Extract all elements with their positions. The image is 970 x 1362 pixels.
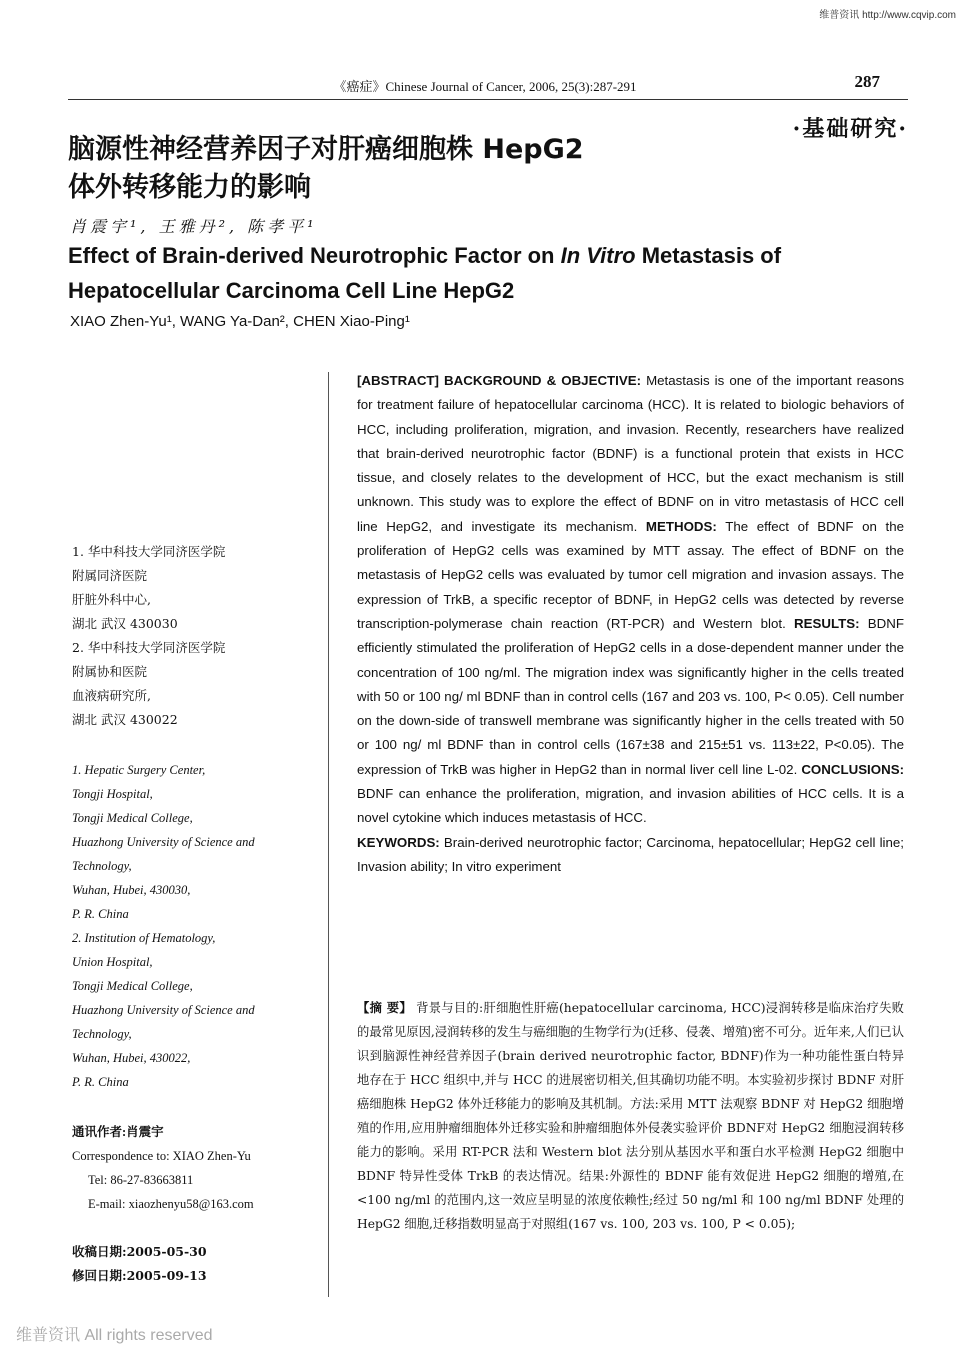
- affiliation-cn-line: 1. 华中科技大学同济医学院: [72, 544, 226, 559]
- affiliation-en-line: P. R. China: [72, 1075, 129, 1089]
- affiliation-en-line: Huazhong University of Science and: [72, 1003, 255, 1017]
- affiliation-en-line: 1. Hepatic Surgery Center,: [72, 763, 206, 777]
- dates: [72, 1240, 207, 1288]
- affiliation-cn-line: 湖北 武汉 430030: [72, 616, 178, 631]
- correspondence-label: 通讯作者:肖震宇: [72, 1125, 164, 1139]
- affiliation-en-line: Union Hospital,: [72, 955, 153, 969]
- abstract-cn-text: 背景与目的:肝细胞性肝癌(hepatocellular carcinoma, HCC)浸润转移是临床治疗失败的最常见原因,浸润转移的发生与癌细胞的生物学行为(迁移、侵袭、增殖)密不可分。近年来,人们已认识到脑源性神经营养因子(brain derived neurotrophic factor, BDNF)作为一种功能性蛋白特异地存在于 HCC 组织中,并与 HCC 的进展密切相关,但其确切功能不明。本实验初步探讨 BDNF 对肝癌细胞株 HepG2 体外迁移能力的影响及其机制。方法:采用 MTT 法观察 BDNF 对 HepG2 细胞增殖的作用,应用肿瘤细胞体外迁移实验和肿瘤细胞体外侵袭实验评价 BDNF对 HepG2 细胞浸润转移能力的影响。采用 RT-PCR 法和 Western blot 法分别从基因水平和蛋白水平检测 HepG2 细胞中 BDNF 特异性受体 TrkB 的表达情况。结果:外源性的 BDNF 能有效促进 HepG2 细胞的增殖,在<100 ng/ml 的范围内,这一效应呈明显的浓度依赖性;经过 50 ng/ml 和 100 ng/ml BDNF 处理的 HepG2 细胞,迁移指数明显高于对照组(167 vs. 100, 203 vs. 100, P < 0.05);: [357, 1001, 904, 1231]
- affiliation-cn-line: 湖北 武汉 430022: [72, 712, 178, 727]
- correspondence: [72, 1120, 254, 1216]
- affiliation-en-line: Technology,: [72, 859, 132, 873]
- affiliation-en-line: Huazhong University of Science and: [72, 835, 255, 849]
- affiliation-en-line: Wuhan, Hubei, 430030,: [72, 883, 191, 897]
- results-text: BDNF efficiently stimulated the proliferation of HepG2 cells in a dose-dependent manner under the concentration of 100 ng/ml. The migration index was significantly higher in the cells treated with 50 or 100 ng/ ml BDNF than in control cells (167 and 203 vs. 100, P< 0.05). Cell number on the down-side of transwell membrane was significantly higher in the cells treated with 50 or 100 ng/ ml BDNF than in control cells (167±38 and 215±51 vs. 113±22, P<0.05). The expression of TrkB was higher in HepG2 than in normal liver cell line L-02.: [357, 615, 904, 777]
- background-label: BACKGROUND & OBJECTIVE:: [444, 373, 642, 388]
- affiliation-en-line: Tongji Medical College,: [72, 979, 193, 993]
- title-cn-line-1: 脑源性神经营养因子对肝癌细胞株 HepG2: [68, 134, 584, 165]
- keywords-label: KEYWORDS:: [357, 834, 440, 850]
- affiliation-cn-line: 肝脏外科中心,: [72, 592, 151, 607]
- title-en-line-2: Hepatocellular Carcinoma Cell Line HepG2: [68, 278, 515, 303]
- correspondence-email: E-mail: xiaozhenyu58@163.com: [88, 1197, 254, 1211]
- abstract-en: [357, 369, 904, 879]
- authors-en: XIAO Zhen-Yu¹, WANG Ya-Dan², CHEN Xiao-Ping¹: [70, 313, 410, 330]
- title-en-part-b: Metastasis of: [635, 243, 782, 268]
- results-label: RESULTS:: [794, 615, 860, 631]
- title-en-italic: In Vitro: [560, 243, 636, 268]
- title-en-line-1: [68, 243, 781, 269]
- received-date: 收稿日期:2005-05-30: [72, 1244, 207, 1259]
- affiliation-cn-line: 附属同济医院: [72, 568, 148, 583]
- abstract-label: [ABSTRACT]: [357, 373, 439, 388]
- keywords-text: Brain-derived neurotrophic factor; Carcinoma, hepatocellular; HepG2 cell line; Invasion ability; In vitro experiment: [357, 834, 904, 874]
- footer-watermark: 维普资讯 All rights reserved: [16, 1327, 213, 1344]
- revised-date: 修回日期:2005-09-13: [72, 1268, 207, 1283]
- affiliation-cn-line: 2. 华中科技大学同济医学院: [72, 640, 226, 655]
- title-en-part-a: Effect of Brain-derived Neurotrophic Factor on: [68, 243, 561, 268]
- affiliation-en-line: Technology,: [72, 1027, 132, 1041]
- methods-text: The effect of BDNF on the proliferation of HepG2 cells was examined by MTT assay. The effect of BDNF on the metastasis of HepG2 cells was evaluated by tumor cell migration and invasion assays. The expression of TrkB, a specific receptor of BDNF, in HepG2 cells was detected by reverse transcription-polymerase chain reaction (RT-PCR) and Western blot.: [357, 518, 904, 631]
- methods-label: METHODS:: [645, 518, 717, 534]
- abstract-cn-label: 【摘 要】: [357, 1000, 412, 1015]
- conclusions-text: BDNF can enhance the proliferation, migration, and invasion abilities of HCC cells. It is a novel cytokine which induces metastasis of HCC.: [357, 786, 904, 826]
- affiliation-en-line: 2. Institution of Hematology,: [72, 931, 216, 945]
- affiliations-en: [72, 758, 255, 1094]
- affiliation-en-line: Tongji Hospital,: [72, 787, 153, 801]
- conclusions-label: CONCLUSIONS:: [801, 761, 904, 777]
- background-text: Metastasis is one of the important reasons for treatment failure of hepatocellular carcinoma (HCC). It is related to biologic behaviors of HCC, including proliferation, migration, and invasion. Recently, researchers have realized that brain-derived neurotrophic factor (BDNF) is a functional protein that exists in HCC tissue, and closely relates to the development of HCC, but the exact mechanism is still unknown. This study was to explore the effect of BDNF on in vitro metastasis of HCC cell line HepG2, and investigate its mechanism.: [357, 373, 904, 534]
- title-cn-line-2: 体外转移能力的影响: [68, 172, 311, 203]
- affiliations-cn: [72, 540, 225, 732]
- section-tag: ·基础研究·: [792, 116, 908, 142]
- source-note: 维普资讯 http://www.cqvip.com: [819, 10, 956, 21]
- authors-cn: 肖震宇¹, 王雅丹², 陈孝平¹: [70, 217, 318, 236]
- affiliation-en-line: Wuhan, Hubei, 430022,: [72, 1051, 191, 1065]
- affiliation-en-line: P. R. China: [72, 907, 129, 921]
- column-divider: [328, 372, 329, 1297]
- header-rule: [68, 99, 908, 100]
- correspondence-tel: Tel: 86-27-83663811: [88, 1173, 194, 1187]
- abstract-cn: [357, 996, 904, 1236]
- page-number: 287: [854, 72, 880, 91]
- affiliation-cn-line: 血液病研究所,: [72, 688, 151, 703]
- affiliation-cn-line: 附属协和医院: [72, 664, 148, 679]
- journal-citation: 《癌症》Chinese Journal of Cancer, 2006, 25(3):287-291: [333, 79, 637, 94]
- affiliation-en-line: Tongji Medical College,: [72, 811, 193, 825]
- correspondence-to: Correspondence to: XIAO Zhen-Yu: [72, 1149, 251, 1163]
